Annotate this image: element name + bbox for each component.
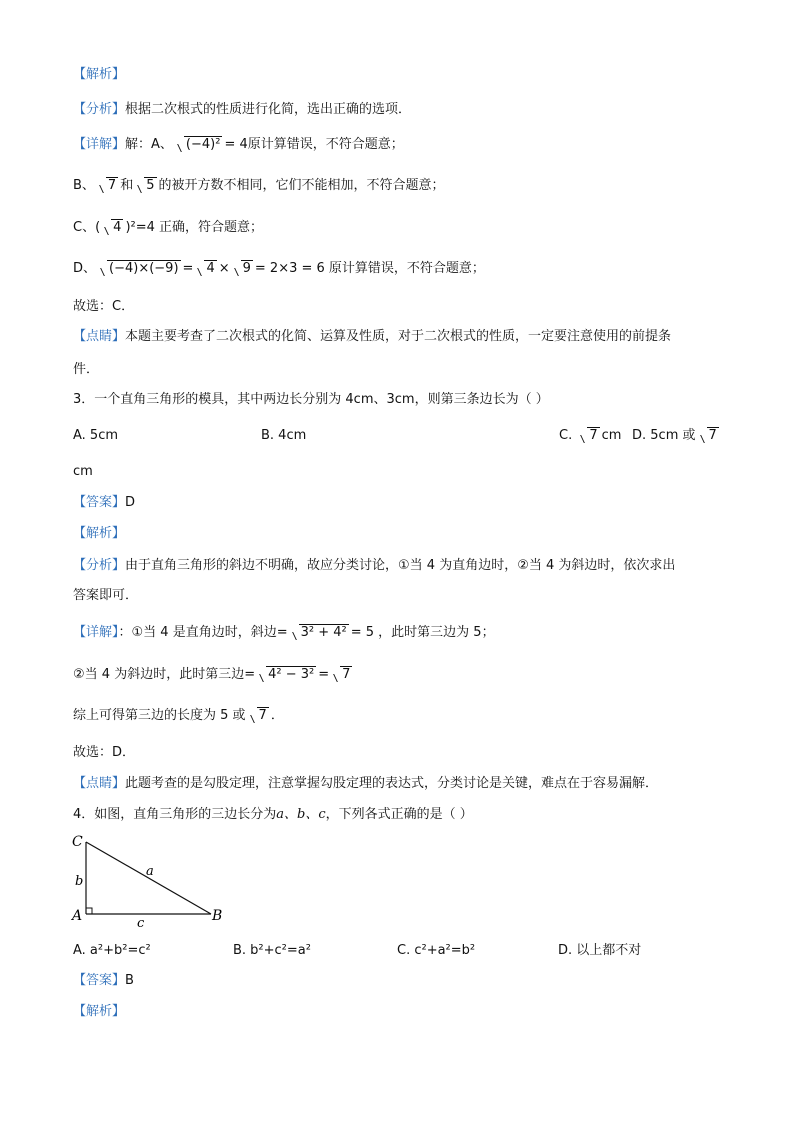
q3-answer xyxy=(73,494,135,512)
b-rest: 的被开方数不相同，它们不能相加，不符合题意； xyxy=(158,178,445,193)
q3-guxuan: 故选：D． xyxy=(73,745,136,760)
opt-c-radicand: 7 xyxy=(589,428,598,443)
x3-sqrt xyxy=(248,707,269,725)
sqrt-4b xyxy=(195,260,216,278)
q3-option-b: B. 4cm xyxy=(261,428,307,443)
opt-c-post: cm xyxy=(601,428,622,443)
daan-tag: 【答案】 xyxy=(73,495,126,510)
sqrt-5-radicand: 5 xyxy=(146,178,155,193)
fenxi-tag: 【分析】 xyxy=(73,558,126,573)
x2-sqrt xyxy=(257,666,316,684)
sqrt-4 xyxy=(102,219,123,237)
q3-fenxi xyxy=(73,557,675,575)
x2-radicand: 4² − 3² xyxy=(268,667,315,682)
q2-option-d xyxy=(73,260,485,278)
d-eq: = xyxy=(182,261,194,276)
c-pre: C、( xyxy=(73,220,101,235)
q3-dianjing xyxy=(73,775,658,793)
x1-pre: ：①当 4 是直角边时，斜边= xyxy=(118,625,288,640)
d-times: × xyxy=(218,261,230,276)
vertex-C-label: C xyxy=(72,834,83,850)
dianjing-text: 本题主要考查了二次根式的化简、运算及性质，对于二次根式的性质，一定要注意使用的前提条 xyxy=(125,329,672,344)
b-mid: 和 xyxy=(120,178,134,193)
sqrt-product xyxy=(98,260,181,278)
daan-tag: 【答案】 xyxy=(73,973,126,988)
q2-jiexi-heading: 【解析】 xyxy=(73,67,126,82)
x3-pre: 综上可得第三边的长度为 5 或 xyxy=(73,708,246,723)
q3-options xyxy=(73,427,723,447)
daan-value: B xyxy=(125,973,134,988)
fenxi-text: 根据二次根式的性质进行化简，选出正确的选项． xyxy=(125,102,412,117)
q2-xiangjie-a xyxy=(73,136,404,154)
sqrt-9-radicand: 9 xyxy=(242,261,251,276)
x3-post: ． xyxy=(270,708,284,723)
q3-jiexi-heading: 【解析】 xyxy=(73,526,126,541)
sqrt-5 xyxy=(135,177,156,195)
dianjing-text: 此题考查的是勾股定理，注意掌握勾股定理的表达式，分类讨论是关键，难点在于容易漏解． xyxy=(125,776,659,791)
q4-option-a: A. a²+b²=c² xyxy=(73,943,151,958)
right-angle-mark xyxy=(86,908,92,914)
q4-option-c: C. c²+a²=b² xyxy=(397,943,476,958)
side-a-label: a xyxy=(146,864,154,879)
x1-sqrt xyxy=(290,624,349,642)
q4-options xyxy=(73,942,723,962)
q2-guxuan: 故选：C． xyxy=(73,299,135,314)
q4-stem xyxy=(73,806,473,824)
q3-xiangjie-2 xyxy=(73,666,354,684)
d-rest: = 2×3 = 6 原计算错误，不符合题意； xyxy=(254,261,485,276)
x3-radicand: 7 xyxy=(258,708,267,723)
q3-option-d xyxy=(632,427,721,445)
vertex-A-label: A xyxy=(72,908,83,924)
x2-sqrt7-radicand: 7 xyxy=(342,667,351,682)
xiangjie-pre: 解：A、 xyxy=(125,137,173,152)
fenxi-tag: 【分析】 xyxy=(73,102,126,117)
sqrt-7 xyxy=(97,177,118,195)
q3-stem: 3．一个直角三角形的模具，其中两边长分别为 4cm、3cm，则第三条边长为（ ） xyxy=(73,392,549,407)
d-pre: D、 xyxy=(73,261,97,276)
stem-vars: a、b、c xyxy=(276,807,326,822)
c-rest: )²=4 正确，符合题意； xyxy=(125,220,264,235)
stem-post: ，下列各式正确的是（ ） xyxy=(325,807,473,822)
opt-c-sqrt xyxy=(578,427,599,445)
q4-option-d: D. 以上都不对 xyxy=(558,943,642,958)
sqrt-a-radicand: (−4)² xyxy=(185,137,221,152)
q3-xiangjie-3 xyxy=(73,707,284,725)
sqrt-4-radicand: 4 xyxy=(113,220,122,235)
q3-xiangjie-1 xyxy=(73,624,495,642)
b-pre: B、 xyxy=(73,178,95,193)
q3-option-c xyxy=(559,427,621,445)
opt-c-pre: C. xyxy=(559,428,573,443)
right-triangle-figure xyxy=(66,830,236,930)
stem-pre: 4．如图，直角三角形的三边长分为 xyxy=(73,807,277,822)
x2-eq: = xyxy=(318,667,330,682)
q3-option-a: A. 5cm xyxy=(73,428,119,443)
q2-option-c xyxy=(73,219,263,237)
opt-d-radicand: 7 xyxy=(708,428,717,443)
q3-fenxi-cont: 答案即可． xyxy=(73,588,139,603)
q2-option-b xyxy=(73,177,445,195)
opt-d-pre: D. 5cm 或 xyxy=(632,428,696,443)
sqrt-9 xyxy=(232,260,253,278)
x1-radicand: 3² + 4² xyxy=(300,625,347,640)
vertex-B-label: B xyxy=(212,908,223,924)
a-rest: = 4原计算错误，不符合题意； xyxy=(224,137,404,152)
x2-pre: ②当 4 为斜边时，此时第三边= xyxy=(73,667,256,682)
xiangjie-tag: 【详解】 xyxy=(73,625,119,640)
q2-dianjing-cont: 件． xyxy=(73,362,100,377)
xiangjie-tag: 【详解】 xyxy=(73,137,126,152)
q4-jiexi-heading: 【解析】 xyxy=(73,1004,126,1019)
side-b-label: b xyxy=(75,874,84,889)
sqrt-4b-radicand: 4 xyxy=(206,261,215,276)
opt-d-sqrt xyxy=(698,427,719,445)
q4-answer xyxy=(73,972,134,990)
dianjing-tag: 【点睛】 xyxy=(73,329,126,344)
fenxi-text: 由于直角三角形的斜边不明确，故应分类讨论，①当 4 为直角边时，②当 4 为斜边时，依次求出 xyxy=(125,558,676,573)
x2-sqrt7 xyxy=(331,666,352,684)
q2-fenxi xyxy=(73,101,411,119)
q2-dianjing xyxy=(73,328,671,346)
side-c-label: c xyxy=(137,916,145,930)
sqrt-product-radicand: (−4)×(−9) xyxy=(109,261,179,276)
dianjing-tag: 【点睛】 xyxy=(73,776,126,791)
daan-value: D xyxy=(125,495,136,510)
q4-option-b: B. b²+c²=a² xyxy=(233,943,311,958)
q3-option-d-cont: cm xyxy=(73,464,93,479)
x1-rest: = 5 ，此时第三边为 5； xyxy=(350,625,495,640)
sqrt-a xyxy=(175,136,223,154)
sqrt-7-radicand: 7 xyxy=(107,178,117,193)
